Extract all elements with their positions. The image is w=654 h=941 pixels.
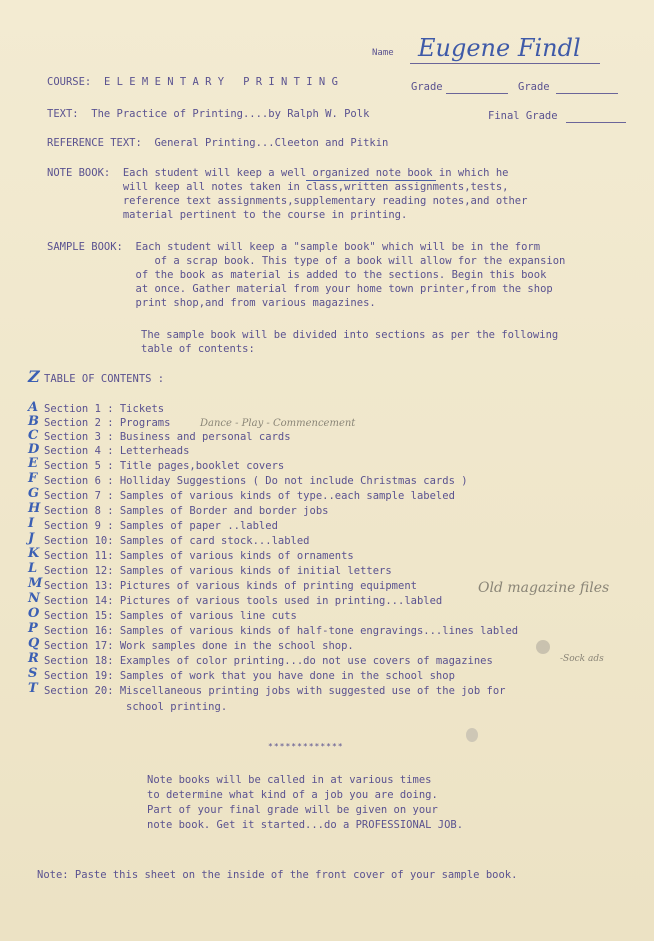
text-line: TEXT: The Practice of Printing....by Ralph W. Polk — [47, 108, 370, 120]
notebook-line-1: NOTE BOOK: Each student will keep a well organized note book in which he — [47, 167, 509, 179]
ink-smudge — [466, 728, 478, 742]
toc-section: Section 19: Samples of work that you have done in the school shop — [44, 670, 455, 682]
name-label: Name — [372, 48, 394, 58]
equipment-pencil-note: Old magazine files — [478, 580, 610, 596]
toc-pen-mark: Z — [28, 367, 40, 386]
grade-label-2: Grade — [518, 81, 550, 93]
toc-letter: K — [28, 546, 40, 561]
toc-section: Section 16: Samples of various kinds of half-tone engravings...lines labled — [44, 625, 519, 637]
handwritten-name: Eugene Findl — [418, 34, 581, 62]
toc-section: Section 6 : Holliday Suggestions ( Do not include Christmas cards ) — [44, 475, 468, 487]
toc-letter: S — [28, 666, 38, 681]
toc-letter: E — [28, 456, 38, 471]
toc-letter: M — [28, 576, 43, 591]
toc-letter: Q — [28, 636, 40, 651]
grade-underline-2 — [556, 93, 618, 94]
toc-section: Section 9 : Samples of paper ..labled — [44, 520, 278, 532]
toc-letter: B — [28, 414, 39, 429]
samplebook-line-4: at once. Gather material from your home town printer,from the shop — [47, 283, 553, 295]
toc-section: Section 1 : Tickets — [44, 403, 165, 415]
toc-section: Section 7 : Samples of various kinds of type..each sample labeled — [44, 490, 455, 502]
asterisk-divider: ************* — [268, 742, 344, 751]
grade-label-1: Grade — [411, 81, 443, 93]
grade-underline-1 — [446, 93, 508, 94]
toc-section: Section 14: Pictures of various tools used in printing...labled — [44, 595, 443, 607]
closing-line-4: note book. Get it started...do a PROFESSIONAL JOB. — [147, 819, 464, 831]
toc-letter: D — [28, 442, 40, 457]
course-title: E L E M E N T A R Y P R I N T I N G — [104, 76, 338, 88]
toc-letter: I — [28, 516, 35, 531]
color-pencil-note: -Sock ads — [560, 654, 604, 664]
final-grade-underline — [566, 122, 626, 123]
samplebook-line-3: of the book as material is added to the sections. Begin this book — [47, 269, 547, 281]
closing-line-3: Part of your final grade will be given on your — [147, 804, 438, 816]
reference-line: REFERENCE TEXT: General Printing...Cleeton and Pitkin — [47, 137, 389, 149]
samplebook-line-5: print shop,and from various magazines. — [47, 297, 376, 309]
samplebook-line-1: SAMPLE BOOK: Each student will keep a "sample book" which will be in the form — [47, 241, 541, 253]
notebook-line-4: material pertinent to the course in printing. — [47, 209, 408, 221]
toc-section: Section 8 : Samples of Border and border jobs — [44, 505, 329, 517]
toc-section: Section 10: Samples of card stock...labled — [44, 535, 310, 547]
closing-line-2: to determine what kind of a job you are doing. — [147, 789, 438, 801]
toc-letter: H — [28, 501, 41, 516]
notebook-line-2: will keep all notes taken in class,written assignments,tests, — [47, 181, 509, 193]
toc-letter: C — [28, 428, 39, 443]
toc-section: Section 11: Samples of various kinds of ornaments — [44, 550, 354, 562]
toc-section: Section 5 : Title pages,booklet covers — [44, 460, 285, 472]
course-label: COURSE: — [47, 76, 92, 88]
toc-letter: P — [28, 621, 38, 636]
toc-letter: O — [28, 606, 40, 621]
toc-section: Section 3 : Business and personal cards — [44, 431, 291, 443]
toc-letter: N — [28, 591, 40, 606]
toc-letter: L — [28, 561, 38, 576]
toc-section: Section 15: Samples of various line cuts — [44, 610, 297, 622]
toc-title: TABLE OF CONTENTS : — [44, 373, 165, 385]
toc-section: Section 2 : Programs — [44, 417, 171, 429]
toc-letter: J — [28, 531, 35, 546]
footer-note: Note: Paste this sheet on the inside of the front cover of your sample book. — [37, 869, 518, 881]
toc-section: Section 17: Work samples done in the school shop. — [44, 640, 354, 652]
programs-pencil-note: Dance - Play - Commencement — [200, 418, 356, 429]
divided-line-2: table of contents: — [141, 343, 255, 355]
toc-letter: G — [28, 486, 40, 501]
samplebook-line-2: of a scrap book. This type of a book will allow for the expansion — [47, 255, 566, 267]
toc-section: Section 13: Pictures of various kinds of printing equipment — [44, 580, 417, 592]
final-grade-label: Final Grade — [488, 110, 558, 122]
closing-line-1: Note books will be called in at various times — [147, 774, 432, 786]
toc-section: Section 20: Miscellaneous printing jobs with suggested use of the job for — [44, 685, 506, 697]
ink-smudge — [536, 640, 550, 654]
toc-section: Section 12: Samples of various kinds of initial letters — [44, 565, 392, 577]
toc-section: Section 4 : Letterheads — [44, 445, 190, 457]
toc-section: Section 18: Examples of color printing...do not use covers of magazines — [44, 655, 493, 667]
toc-section-20-continued: school printing. — [126, 701, 228, 713]
notebook-line-3: reference text assignments,supplementary reading notes,and other — [47, 195, 528, 207]
toc-letter: A — [28, 400, 39, 415]
toc-letter: T — [28, 681, 38, 696]
toc-letter: F — [28, 471, 38, 486]
name-underline — [410, 63, 600, 64]
toc-letter: R — [28, 651, 39, 666]
divided-line-1: The sample book will be divided into sections as per the following — [141, 329, 559, 341]
